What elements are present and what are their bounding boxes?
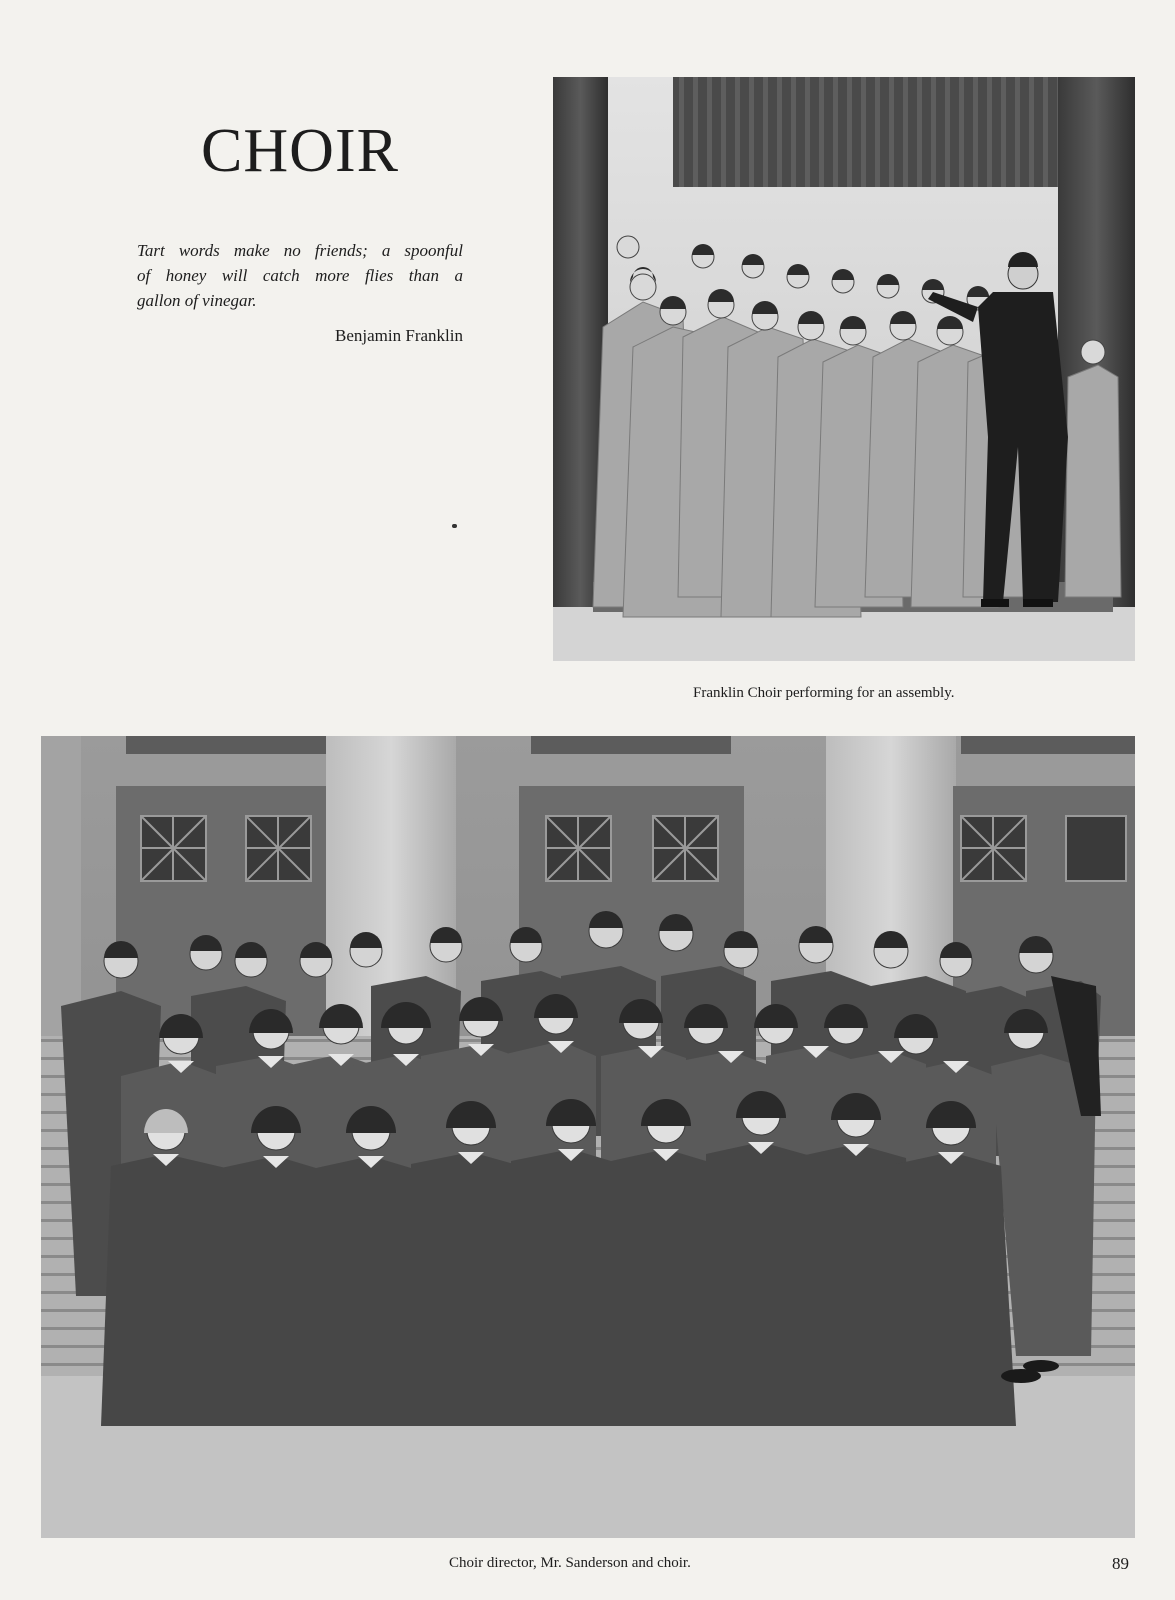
choir-group-photo	[41, 736, 1135, 1538]
epigraph-quote	[137, 238, 463, 313]
choir-group-illustration	[41, 736, 1135, 1538]
quote-line: gallon of vinegar.	[137, 291, 257, 310]
performance-photo-caption: Franklin Choir performing for an assembly.	[693, 685, 955, 701]
quote-line: of honey will catch more flies than a	[137, 266, 463, 285]
choir-performance-photo	[553, 77, 1135, 661]
quote-author: Benjamin Franklin	[335, 326, 463, 345]
page-number: 89	[1112, 1554, 1129, 1573]
print-speck	[452, 524, 457, 528]
quote-line: Tart words make no friends; a spoonful	[137, 241, 463, 260]
choir-performance-illustration	[553, 77, 1135, 661]
group-photo-caption: Choir director, Mr. Sanderson and choir.	[449, 1555, 691, 1571]
page-title: CHOIR	[201, 117, 399, 185]
